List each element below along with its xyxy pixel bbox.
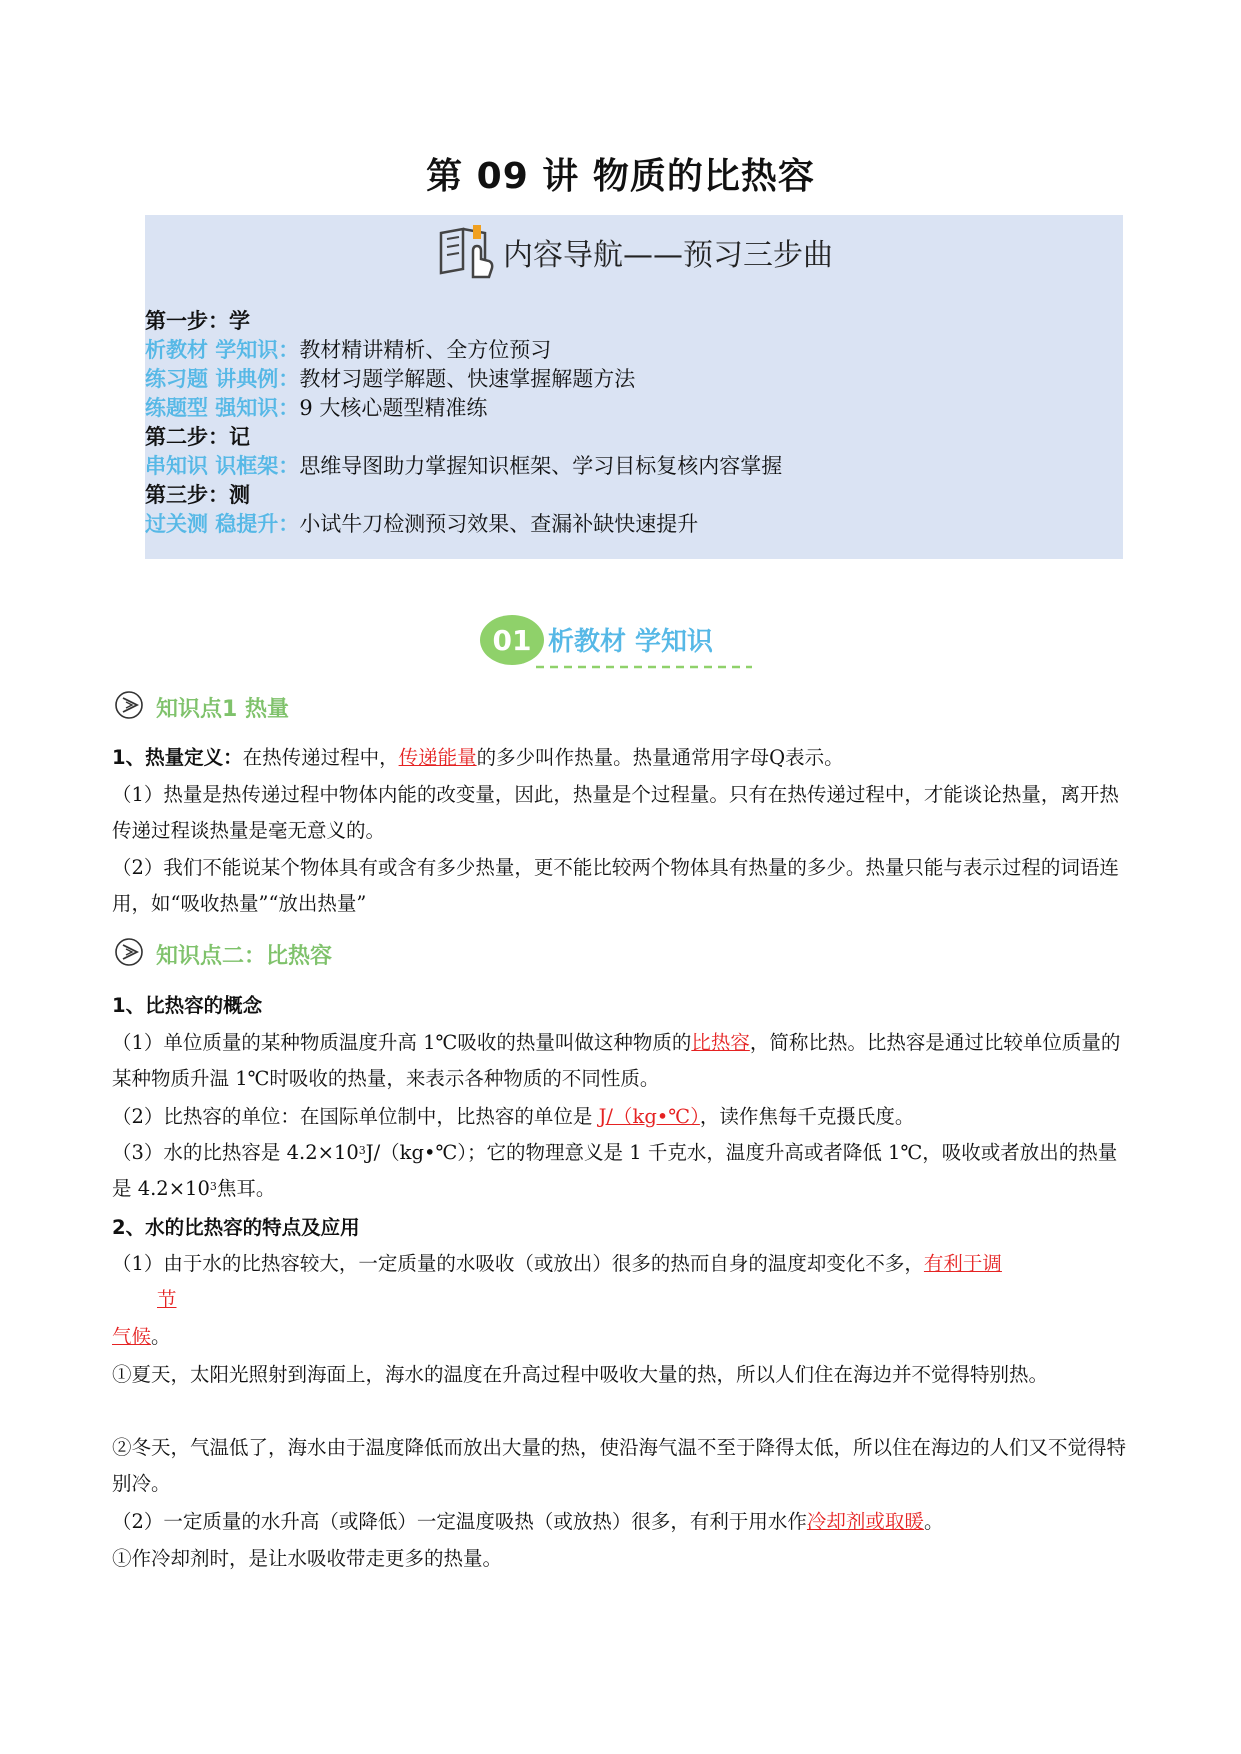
step-two: 第二步：记 — [145, 425, 250, 449]
text: ，读作焦每千克摄氏度。 — [699, 1105, 915, 1128]
superscript: 3 — [209, 1180, 217, 1193]
nav-header — [145, 221, 1123, 283]
superscript: 3 — [358, 1144, 366, 1157]
nav-row-3 — [145, 394, 782, 423]
text: （2）比热容的单位：在国际单位制中，比热容的单位是 — [112, 1105, 599, 1128]
step-one: 第一步：学 — [145, 309, 250, 333]
nav-title: 内容导航——预习三步曲 — [503, 238, 833, 273]
text: 的多少叫作热量。热量通常用字母Q表示。 — [476, 746, 844, 769]
paragraph — [112, 1246, 1127, 1282]
text: 。 — [923, 1510, 944, 1533]
heat-definition — [112, 740, 1127, 776]
step-three: 第三步：测 — [145, 483, 250, 507]
nav-row-text: 思维导图助力掌握知识框架、学习目标复核内容掌握 — [299, 454, 783, 478]
nav-row-highlight: 串知识 识框架： — [145, 454, 300, 478]
knowledge-point-2-heading — [114, 937, 332, 971]
nav-row-highlight: 析教材 学知识： — [145, 338, 300, 362]
paragraph: （2）我们不能说某个物体具有或含有多少热量，更不能比较两个物体具有热量的多少。热量只能与表示过程的词语连用，如“吸收热量”“放出热量” — [112, 856, 1119, 915]
section-number: 01 — [492, 624, 532, 657]
text: J/（kg•℃）；它的物理意义是 1 千克水，温度升高或者降低 1℃，吸收或者放出的热量是 4.2×10 — [112, 1141, 1118, 1200]
knowledge-point-1-heading — [114, 690, 289, 724]
text: （1）由于水的比热容较大，一定质量的水吸收（或放出）很多的热而自身的温度却变化不多， — [112, 1252, 924, 1275]
answer-blank-wrap — [157, 1282, 357, 1318]
content-navigation-box — [145, 215, 1123, 559]
subheading: 2、水的比热容的特点及应用 — [112, 1216, 360, 1239]
nav-steps — [145, 307, 782, 539]
nav-row-5 — [145, 510, 782, 539]
page-title: 第 09 讲 物质的比热容 — [426, 156, 815, 197]
nav-row-text: 小试牛刀检测预习效果、查漏补缺快速提升 — [299, 512, 699, 536]
knowledge-point-label: 知识点1 热量 — [156, 696, 289, 722]
nav-row-highlight: 练题型 强知识： — [145, 396, 300, 420]
answer-blank: 比热容 — [691, 1031, 750, 1054]
nav-row-text: 教材精讲精析、全方位预习 — [299, 338, 552, 362]
paragraph: ①夏天，太阳光照射到海面上，海水的温度在升高过程中吸收大量的热，所以人们住在海边并不觉得特别热。 — [112, 1363, 1049, 1386]
heading-prefix: 1、热量定义： — [112, 746, 243, 769]
paragraph — [112, 1319, 1127, 1355]
answer-blank: 有利于调 — [923, 1252, 1002, 1275]
answer-blank: 传递能量 — [398, 746, 477, 769]
text: （1）单位质量的某种物质温度升高 1℃吸收的热量叫做这种物质的 — [112, 1031, 692, 1054]
nav-row-1 — [145, 336, 782, 365]
nav-row-highlight: 过关测 稳提升： — [145, 512, 300, 536]
text: （2）一定质量的水升高（或降低）一定温度吸热（或放热）很多，有利于用水作 — [112, 1510, 807, 1533]
paragraph: ①作冷却剂时，是让水吸收带走更多的热量。 — [112, 1547, 503, 1570]
text: （3）水的比热容是 4.2×10 — [112, 1141, 359, 1164]
section-badge — [476, 612, 766, 672]
section-label: 析教材 学知识 — [548, 627, 714, 657]
paragraph — [112, 1099, 1127, 1135]
nav-row-4 — [145, 452, 782, 481]
text: 。 — [151, 1325, 171, 1348]
answer-blank: J/（kg•℃） — [598, 1105, 700, 1128]
nav-row-2 — [145, 365, 782, 394]
text: ，简称比热。比热容是通过比较单位质量的某种物质升温 1℃时吸收的热量，来表示各种物质的不同性质。 — [112, 1031, 1121, 1090]
nav-row-text: 教材习题学解题、快速掌握解题方法 — [299, 367, 636, 391]
book-pointer-icon — [435, 221, 497, 283]
paragraph — [112, 1025, 1127, 1097]
arrow-circle-icon — [114, 690, 148, 724]
nav-row-text: 9 大核心题型精准练 — [299, 396, 488, 420]
answer-blank: 节 — [157, 1288, 177, 1311]
paragraph: ②冬天，气温低了，海水由于温度降低而放出大量的热，使沿海气温不至于降得太低，所以住在海边的人们又不觉得特别冷。 — [112, 1436, 1127, 1495]
nav-row-highlight: 练习题 讲典例： — [145, 367, 300, 391]
text: 焦耳。 — [216, 1177, 276, 1200]
answer-blank: 气候 — [112, 1325, 152, 1348]
text: 在热传递过程中， — [242, 746, 399, 769]
paragraph — [112, 1504, 1127, 1540]
knowledge-point-label: 知识点二：比热容 — [156, 943, 333, 969]
paragraph: （1）热量是热传递过程中物体内能的改变量，因此，热量是个过程量。只有在热传递过程中，才能谈论热量，离开热传递过程谈热量是毫无意义的。 — [112, 783, 1119, 842]
paragraph — [112, 1135, 1127, 1207]
arrow-circle-icon — [114, 937, 148, 971]
answer-blank: 冷却剂或取暖 — [806, 1510, 924, 1533]
subheading: 1、比热容的概念 — [112, 994, 263, 1017]
